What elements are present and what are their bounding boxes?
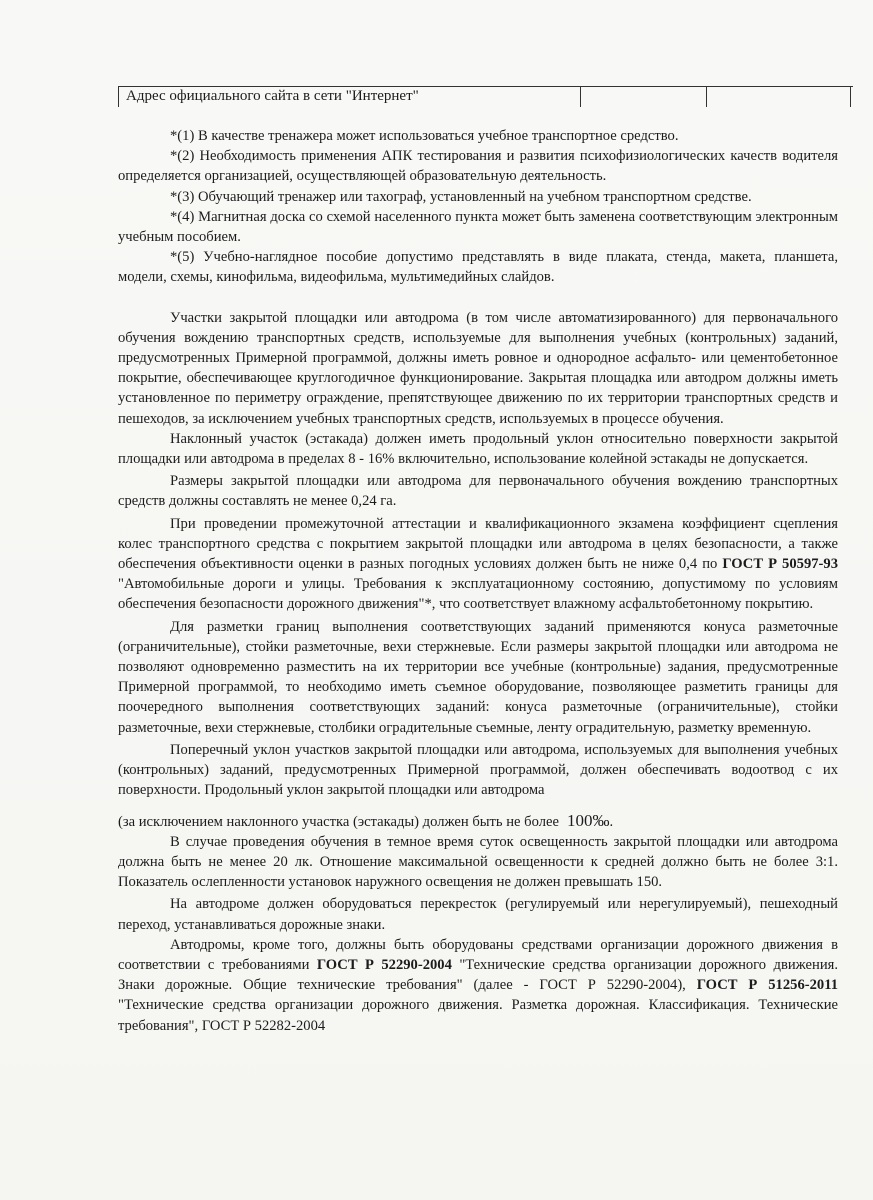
- gost-reference-50597: ГОСТ Р 50597-93: [722, 556, 838, 573]
- gost-reference-51256: ГОСТ Р 51256-2011: [696, 977, 838, 994]
- paragraph-friction-text-a: При проведении промежуточной аттестации и квалификационного экзамена коэффициент сцепления колес транспортного средства с покрытием закрытой площадки или автодрома в целях безопасности, а также обеспечения объективности оценки в разных погодных условиях должен быть не ниже 0,4 по: [118, 515, 838, 573]
- paragraph-traffic-text-b: "Технические средства организации дорожного движения. Знаки дорожные. Общие технические требования" (далее - ГОСТ Р 52290-2004),: [118, 956, 838, 994]
- paragraph-training-ground: Участки закрытой площадки или автодрома (в том числе автоматизированного) для первоначального обучения вождению транспортных средств, используемые для выполнения учебных (контрольных) заданий, предусмотренных Примерной программой, должны иметь ровное и однородное асфальто- или цементобетонное покрытие, обеспечивающее круглогодичное функционирование. Закрытая площадка или автодром должны иметь установленное по периметру ограждение, препятствующее движению по их территории транспортных средств и пешеходов, за исключением учебных транспортных средств, используемых в процессе обучения.: [118, 309, 838, 427]
- table-cell-border: [706, 87, 707, 107]
- paragraph-friction-text-b: "Автомобильные дороги и улицы. Требования к эксплуатационному состоянию, допустимому по условиям обеспечения безопасности дорожного движения"*, что соответствует влажному асфальтобетонному покрытию.: [118, 576, 838, 613]
- footnote-4: *(4) Магнитная доска со схемой населенного пункта может быть заменена соответствующим электронным учебным пособием.: [118, 208, 838, 246]
- footnote-5: *(5) Учебно-наглядное пособие допустимо представлять в виде плаката, стенда, макета, планшета, модели, схемы, кинофильма, видеофильма, мультимедийных слайдов.: [118, 249, 838, 286]
- paragraph-friction: [118, 514, 838, 615]
- slope-limit-text: (за исключением наклонного участка (эстакады) должен быть не более: [118, 813, 559, 830]
- table-cell-border: [850, 87, 851, 107]
- document-body: [118, 126, 838, 1036]
- website-address-row: [118, 86, 853, 107]
- footnote-2: *(2) Необходимость применения АПК тестирования и развития психофизиологических качеств водителя определяется организацией, осуществляющей образовательную деятельность.: [118, 148, 838, 185]
- paragraph-traffic-text-a: Автодромы, кроме того, должны быть оборудованы средствами организации дорожного движения в соответствии с требованиями: [118, 936, 838, 973]
- slope-limit-line: [118, 811, 838, 832]
- table-cell-border: [580, 87, 581, 107]
- paragraph-traffic-text-c: "Технические средства организации дорожного движения. Разметка дорожная. Классификация. Технические требования", ГОСТ Р 52282-2004: [118, 997, 838, 1034]
- table-cell-border: [118, 87, 119, 107]
- paragraph-intersection: На автодроме должен оборудоваться перекресток (регулируемый или нерегулируемый), пешеходный переход, устанавливаться дорожные знаки.: [118, 896, 838, 933]
- paragraph-marking: Для разметки границ выполнения соответствующих заданий применяются конуса разметочные (ограничительные), стойки разметочные, вехи стержневые. Если размеры закрытой площадки или автодрома не позволяют одновременно разместить на их территории все учебные (контрольные) задания, предусмотренные Примерной программой, то необходимо иметь съемное оборудование, позволяющее разметить границы для поочередного выполнения соответствующих заданий: конуса разметочные (ограничительные), стойки разметочные, вехи стержневые, столбики оградительные съемные, ленту оградительную, разметку временную.: [118, 618, 838, 736]
- website-address-label: Адрес официального сайта в сети "Интернет": [126, 88, 419, 104]
- paragraph-traffic-control: [118, 935, 838, 1036]
- footnote-3: *(3) Обучающий тренажер или тахограф, установленный на учебном транспортном средстве.: [170, 188, 752, 205]
- paragraph-area-size: Размеры закрытой площадки или автодрома для первоначального обучения вождению транспортных средств должны составлять не менее 0,24 га.: [118, 473, 838, 510]
- gost-reference-52290: ГОСТ Р 52290-2004: [316, 956, 452, 973]
- slope-limit-end: .: [609, 813, 614, 830]
- paragraph-lighting: В случае проведения обучения в темное время суток освещенность закрытой площадки или автодрома должна быть не менее 20 лк. Отношение максимальной освещенности к средней должно быть не более 3:1. Показатель ослепленности установок наружного освещения не должен превышать 150.: [118, 833, 838, 891]
- slope-limit-value: 100‰: [566, 810, 610, 830]
- paragraph-slope: Поперечный уклон участков закрытой площадки или автодрома, используемых для выполнения учебных (контрольных) заданий, предусмотренных Примерной программой, должен обеспечивать водоотвод с их поверхности. Продольный уклон закрытой площадки или автодрома: [118, 741, 838, 799]
- paragraph-ramp: Наклонный участок (эстакада) должен иметь продольный уклон относительно поверхности закрытой площадки или автодрома в пределах 8 - 16% включительно, использование колейной эстакады не допускается.: [118, 430, 838, 468]
- footnote-1: *(1) В качестве тренажера может использоваться учебное транспортное средство.: [170, 128, 679, 144]
